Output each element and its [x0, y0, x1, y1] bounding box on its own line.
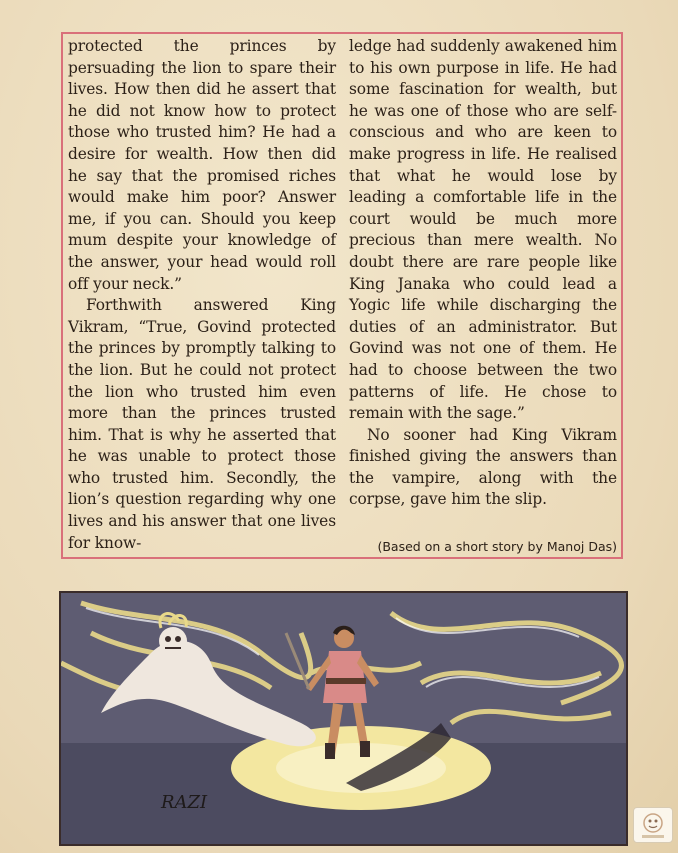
publisher-logo [633, 807, 673, 843]
illustration-art [61, 593, 626, 844]
right-paragraph-2: No sooner had King Vikram finished giving the answers than the vampire, along with the corpse, gave him the slip. [349, 425, 617, 509]
artist-signature: RAZI [161, 792, 208, 813]
right-paragraph-1: ledge had suddenly awakened him to his own purpose in life. He had some fascination for wealth, but he was one of those who are self-conscious and who are keen to make progress in life. He realised that what he would lose by leading a comfortable life in the court would be much more precious than mere wealth. No doubt there are rare people like King Janaka who could lead a Yogic life while discharging the duties of an administrator. But Govind was not one of them. He had to choose between the two patterns of life. He chose to remain with the sage.” [349, 37, 617, 423]
illustration-panel [59, 591, 628, 846]
story-credit: (Based on a short story by Manoj Das) [377, 539, 617, 554]
logo-icon [634, 808, 672, 842]
left-column [68, 36, 336, 554]
left-paragraph-1: protected the princes by persuading the lion to spare their lives. How then did he assert that he did not know how to protect those who trusted him? He had a desire for wealth. How then did he say that the promised riches would make him poor? Answer me, if you can. Should you keep mum despite your knowledge of the answer, your head would roll off your neck.” [68, 37, 336, 293]
right-column [349, 36, 617, 511]
left-paragraph-2: Forthwith answered King Vikram, “True, Govind protected the princes by promptly talking to the lion. But he could not protect the lion who trusted him even more than the princes trusted him. That is why he asserted that he was unable to protect those who trusted him. Secondly, the lion’s question regarding why one lives and his answer that one lives for know- [68, 296, 336, 552]
story-text-box [61, 32, 623, 559]
